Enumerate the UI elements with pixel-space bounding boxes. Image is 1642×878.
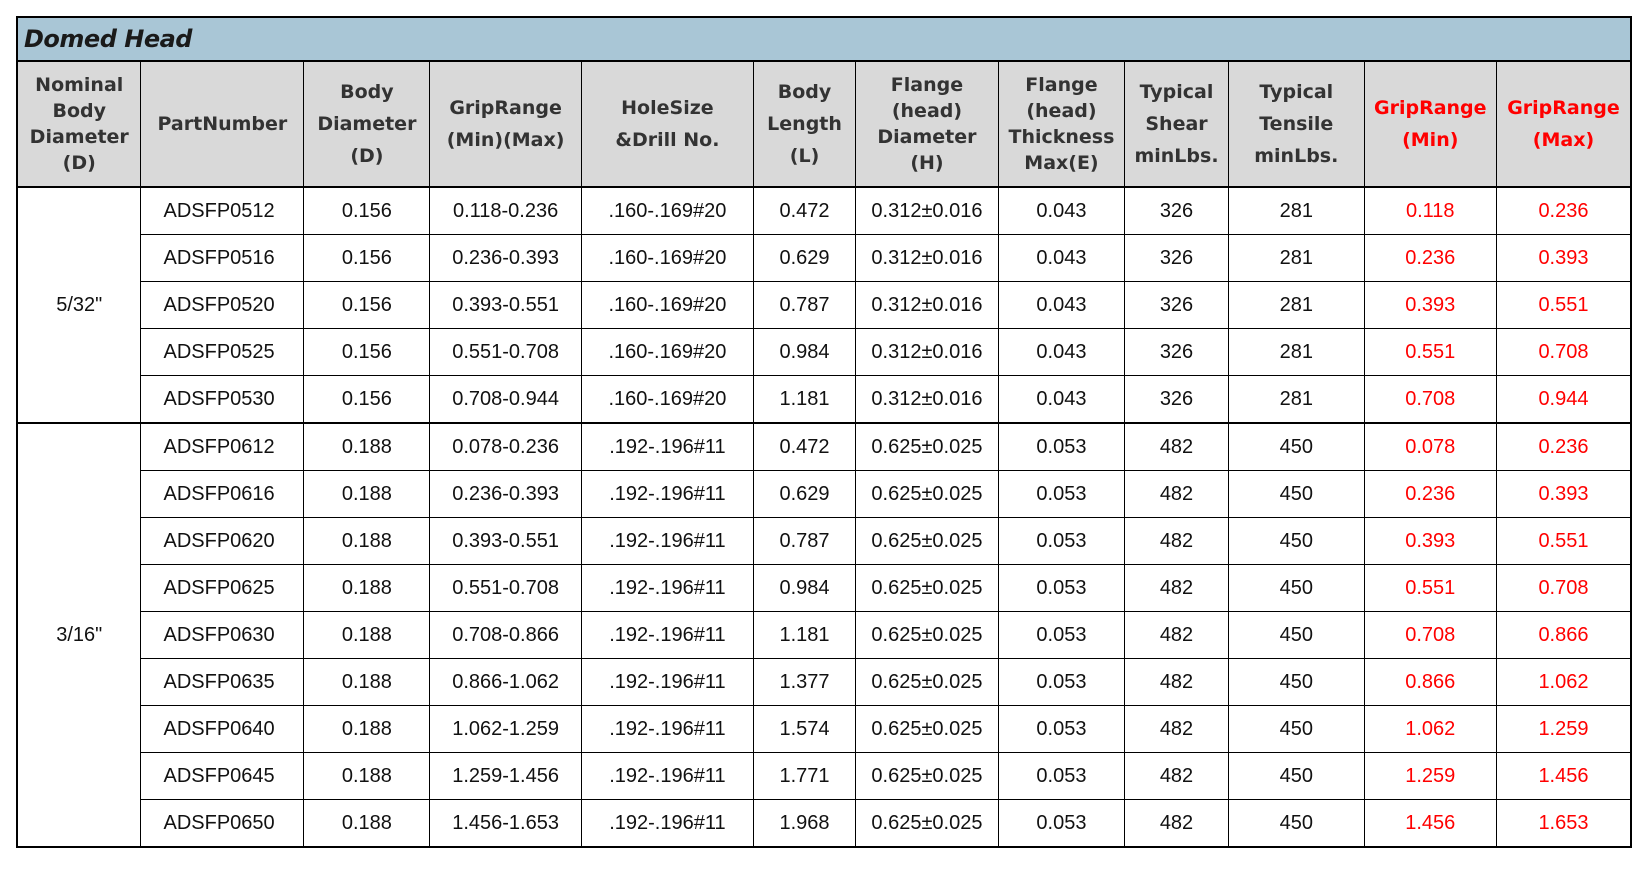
hole-size-cell: .160-.169#20 bbox=[581, 376, 753, 424]
grip-range-max-cell: 1.653 bbox=[1496, 800, 1631, 848]
table-row bbox=[17, 706, 1631, 753]
grip-range-min-cell: 1.456 bbox=[1364, 800, 1496, 848]
typical-tensile-cell: 450 bbox=[1229, 518, 1365, 565]
table-row bbox=[17, 423, 1631, 471]
grip-range-min-cell: 0.393 bbox=[1364, 282, 1496, 329]
part-number-cell: ADSFP0620 bbox=[141, 518, 304, 565]
grip-range-cell: 0.551-0.708 bbox=[430, 565, 581, 612]
flange-thickness-cell: 0.053 bbox=[998, 471, 1124, 518]
body-diameter-cell: 0.188 bbox=[304, 706, 430, 753]
grip-range-cell: 1.259-1.456 bbox=[430, 753, 581, 800]
header-grip-range: GripRange (Min)(Max) bbox=[430, 61, 581, 187]
grip-range-cell: 1.456-1.653 bbox=[430, 800, 581, 848]
flange-thickness-cell: 0.053 bbox=[998, 518, 1124, 565]
hole-size-cell: .192-.196#11 bbox=[581, 800, 753, 848]
part-number-cell: ADSFP0625 bbox=[141, 565, 304, 612]
typical-shear-cell: 482 bbox=[1125, 800, 1229, 848]
grip-range-max-cell: 0.866 bbox=[1496, 612, 1631, 659]
typical-tensile-cell: 281 bbox=[1229, 282, 1365, 329]
header-part-number: PartNumber bbox=[141, 61, 304, 187]
grip-range-max-cell: 0.944 bbox=[1496, 376, 1631, 424]
grip-range-max-cell: 1.259 bbox=[1496, 706, 1631, 753]
typical-tensile-cell: 281 bbox=[1229, 235, 1365, 282]
typical-shear-cell: 482 bbox=[1125, 612, 1229, 659]
header-grip-range-min: GripRange (Min) bbox=[1364, 61, 1496, 187]
typical-tensile-cell: 281 bbox=[1229, 329, 1365, 376]
typical-tensile-cell: 450 bbox=[1229, 471, 1365, 518]
grip-range-max-cell: 0.393 bbox=[1496, 235, 1631, 282]
typical-shear-cell: 326 bbox=[1125, 235, 1229, 282]
flange-thickness-cell: 0.043 bbox=[998, 187, 1124, 235]
body-length-cell: 0.787 bbox=[754, 518, 856, 565]
grip-range-min-cell: 0.866 bbox=[1364, 659, 1496, 706]
table-row bbox=[17, 376, 1631, 424]
part-number-cell: ADSFP0616 bbox=[141, 471, 304, 518]
grip-range-cell: 0.551-0.708 bbox=[430, 329, 581, 376]
part-number-cell: ADSFP0650 bbox=[141, 800, 304, 848]
body-diameter-cell: 0.156 bbox=[304, 282, 430, 329]
grip-range-min-cell: 0.236 bbox=[1364, 235, 1496, 282]
hole-size-cell: .192-.196#11 bbox=[581, 612, 753, 659]
nominal-diameter-cell: 5/32" bbox=[17, 187, 141, 423]
grip-range-max-cell: 0.393 bbox=[1496, 471, 1631, 518]
body-diameter-cell: 0.188 bbox=[304, 753, 430, 800]
table-row bbox=[17, 235, 1631, 282]
typical-shear-cell: 326 bbox=[1125, 329, 1229, 376]
grip-range-max-cell: 0.236 bbox=[1496, 423, 1631, 471]
body-diameter-cell: 0.188 bbox=[304, 423, 430, 471]
table-title: Domed Head bbox=[24, 25, 192, 53]
body-length-cell: 1.574 bbox=[754, 706, 856, 753]
typical-shear-cell: 326 bbox=[1125, 376, 1229, 424]
table-row bbox=[17, 282, 1631, 329]
table-row bbox=[17, 659, 1631, 706]
spec-table bbox=[16, 60, 1632, 848]
flange-diameter-cell: 0.625±0.025 bbox=[856, 706, 999, 753]
header-flange-thickness: Flange (head) Thickness Max(E) bbox=[998, 61, 1124, 187]
typical-tensile-cell: 450 bbox=[1229, 800, 1365, 848]
grip-range-cell: 1.062-1.259 bbox=[430, 706, 581, 753]
body-diameter-cell: 0.156 bbox=[304, 376, 430, 424]
flange-diameter-cell: 0.625±0.025 bbox=[856, 565, 999, 612]
flange-diameter-cell: 0.625±0.025 bbox=[856, 518, 999, 565]
header-typical-tensile: Typical Tensile minLbs. bbox=[1229, 61, 1365, 187]
body-length-cell: 1.181 bbox=[754, 612, 856, 659]
flange-thickness-cell: 0.053 bbox=[998, 565, 1124, 612]
body-diameter-cell: 0.156 bbox=[304, 329, 430, 376]
hole-size-cell: .192-.196#11 bbox=[581, 565, 753, 612]
typical-tensile-cell: 450 bbox=[1229, 612, 1365, 659]
flange-thickness-cell: 0.043 bbox=[998, 235, 1124, 282]
body-length-cell: 0.472 bbox=[754, 187, 856, 235]
hole-size-cell: .192-.196#11 bbox=[581, 659, 753, 706]
nominal-diameter-cell: 3/16" bbox=[17, 423, 141, 847]
part-number-cell: ADSFP0512 bbox=[141, 187, 304, 235]
grip-range-min-cell: 0.236 bbox=[1364, 471, 1496, 518]
flange-diameter-cell: 0.625±0.025 bbox=[856, 659, 999, 706]
body-diameter-cell: 0.188 bbox=[304, 471, 430, 518]
grip-range-cell: 0.708-0.944 bbox=[430, 376, 581, 424]
flange-diameter-cell: 0.625±0.025 bbox=[856, 612, 999, 659]
hole-size-cell: .192-.196#11 bbox=[581, 518, 753, 565]
body-diameter-cell: 0.188 bbox=[304, 565, 430, 612]
grip-range-max-cell: 1.456 bbox=[1496, 753, 1631, 800]
body-length-cell: 1.377 bbox=[754, 659, 856, 706]
grip-range-cell: 0.708-0.866 bbox=[430, 612, 581, 659]
table-row bbox=[17, 518, 1631, 565]
grip-range-cell: 0.393-0.551 bbox=[430, 282, 581, 329]
grip-range-cell: 0.118-0.236 bbox=[430, 187, 581, 235]
typical-shear-cell: 482 bbox=[1125, 423, 1229, 471]
part-number-cell: ADSFP0630 bbox=[141, 612, 304, 659]
header-row bbox=[17, 61, 1631, 187]
flange-thickness-cell: 0.053 bbox=[998, 659, 1124, 706]
body-length-cell: 0.629 bbox=[754, 471, 856, 518]
typical-shear-cell: 482 bbox=[1125, 518, 1229, 565]
typical-shear-cell: 482 bbox=[1125, 659, 1229, 706]
body-diameter-cell: 0.188 bbox=[304, 800, 430, 848]
flange-thickness-cell: 0.053 bbox=[998, 423, 1124, 471]
grip-range-cell: 0.078-0.236 bbox=[430, 423, 581, 471]
header-typical-shear: Typical Shear minLbs. bbox=[1125, 61, 1229, 187]
hole-size-cell: .192-.196#11 bbox=[581, 423, 753, 471]
grip-range-max-cell: 1.062 bbox=[1496, 659, 1631, 706]
part-number-cell: ADSFP0525 bbox=[141, 329, 304, 376]
grip-range-min-cell: 1.259 bbox=[1364, 753, 1496, 800]
flange-diameter-cell: 0.625±0.025 bbox=[856, 753, 999, 800]
table-row bbox=[17, 800, 1631, 848]
typical-shear-cell: 482 bbox=[1125, 706, 1229, 753]
flange-diameter-cell: 0.312±0.016 bbox=[856, 376, 999, 424]
header-hole-size: HoleSize &Drill No. bbox=[581, 61, 753, 187]
flange-thickness-cell: 0.043 bbox=[998, 376, 1124, 424]
body-length-cell: 0.984 bbox=[754, 329, 856, 376]
flange-diameter-cell: 0.312±0.016 bbox=[856, 329, 999, 376]
body-length-cell: 1.181 bbox=[754, 376, 856, 424]
typical-shear-cell: 482 bbox=[1125, 565, 1229, 612]
flange-diameter-cell: 0.625±0.025 bbox=[856, 800, 999, 848]
body-diameter-cell: 0.188 bbox=[304, 612, 430, 659]
grip-range-min-cell: 0.551 bbox=[1364, 329, 1496, 376]
flange-diameter-cell: 0.312±0.016 bbox=[856, 235, 999, 282]
grip-range-min-cell: 0.708 bbox=[1364, 376, 1496, 424]
grip-range-max-cell: 0.236 bbox=[1496, 187, 1631, 235]
body-diameter-cell: 0.156 bbox=[304, 187, 430, 235]
body-diameter-cell: 0.188 bbox=[304, 518, 430, 565]
typical-tensile-cell: 281 bbox=[1229, 376, 1365, 424]
hole-size-cell: .192-.196#11 bbox=[581, 753, 753, 800]
table-row bbox=[17, 612, 1631, 659]
hole-size-cell: .192-.196#11 bbox=[581, 706, 753, 753]
body-length-cell: 1.771 bbox=[754, 753, 856, 800]
hole-size-cell: .160-.169#20 bbox=[581, 187, 753, 235]
title-bar bbox=[16, 16, 1632, 60]
grip-range-cell: 0.393-0.551 bbox=[430, 518, 581, 565]
part-number-cell: ADSFP0640 bbox=[141, 706, 304, 753]
typical-shear-cell: 326 bbox=[1125, 282, 1229, 329]
flange-thickness-cell: 0.053 bbox=[998, 706, 1124, 753]
spec-sheet bbox=[16, 16, 1632, 848]
grip-range-max-cell: 0.708 bbox=[1496, 565, 1631, 612]
flange-thickness-cell: 0.053 bbox=[998, 612, 1124, 659]
table-row bbox=[17, 471, 1631, 518]
header-flange-diameter: Flange (head) Diameter (H) bbox=[856, 61, 999, 187]
grip-range-max-cell: 0.551 bbox=[1496, 518, 1631, 565]
typical-tensile-cell: 450 bbox=[1229, 423, 1365, 471]
flange-thickness-cell: 0.053 bbox=[998, 753, 1124, 800]
typical-shear-cell: 482 bbox=[1125, 471, 1229, 518]
flange-thickness-cell: 0.043 bbox=[998, 329, 1124, 376]
typical-tensile-cell: 450 bbox=[1229, 753, 1365, 800]
body-diameter-cell: 0.188 bbox=[304, 659, 430, 706]
typical-tensile-cell: 281 bbox=[1229, 187, 1365, 235]
header-grip-range-max: GripRange (Max) bbox=[1496, 61, 1631, 187]
grip-range-min-cell: 0.393 bbox=[1364, 518, 1496, 565]
table-row bbox=[17, 753, 1631, 800]
flange-diameter-cell: 0.625±0.025 bbox=[856, 471, 999, 518]
part-number-cell: ADSFP0530 bbox=[141, 376, 304, 424]
body-diameter-cell: 0.156 bbox=[304, 235, 430, 282]
header-body-diameter: Body Diameter (D) bbox=[304, 61, 430, 187]
part-number-cell: ADSFP0520 bbox=[141, 282, 304, 329]
body-length-cell: 1.968 bbox=[754, 800, 856, 848]
part-number-cell: ADSFP0645 bbox=[141, 753, 304, 800]
grip-range-min-cell: 1.062 bbox=[1364, 706, 1496, 753]
grip-range-min-cell: 0.118 bbox=[1364, 187, 1496, 235]
table-row bbox=[17, 187, 1631, 235]
typical-tensile-cell: 450 bbox=[1229, 706, 1365, 753]
body-length-cell: 0.472 bbox=[754, 423, 856, 471]
typical-shear-cell: 482 bbox=[1125, 753, 1229, 800]
typical-tensile-cell: 450 bbox=[1229, 565, 1365, 612]
header-body-length: Body Length (L) bbox=[754, 61, 856, 187]
header-nominal-body-diameter: Nominal Body Diameter (D) bbox=[17, 61, 141, 187]
part-number-cell: ADSFP0612 bbox=[141, 423, 304, 471]
table-row bbox=[17, 565, 1631, 612]
grip-range-cell: 0.866-1.062 bbox=[430, 659, 581, 706]
grip-range-min-cell: 0.078 bbox=[1364, 423, 1496, 471]
body-length-cell: 0.787 bbox=[754, 282, 856, 329]
grip-range-cell: 0.236-0.393 bbox=[430, 471, 581, 518]
flange-diameter-cell: 0.312±0.016 bbox=[856, 187, 999, 235]
table-row bbox=[17, 329, 1631, 376]
table-body bbox=[17, 187, 1631, 847]
hole-size-cell: .160-.169#20 bbox=[581, 282, 753, 329]
part-number-cell: ADSFP0635 bbox=[141, 659, 304, 706]
hole-size-cell: .160-.169#20 bbox=[581, 329, 753, 376]
flange-thickness-cell: 0.043 bbox=[998, 282, 1124, 329]
grip-range-max-cell: 0.708 bbox=[1496, 329, 1631, 376]
grip-range-min-cell: 0.708 bbox=[1364, 612, 1496, 659]
grip-range-cell: 0.236-0.393 bbox=[430, 235, 581, 282]
typical-shear-cell: 326 bbox=[1125, 187, 1229, 235]
part-number-cell: ADSFP0516 bbox=[141, 235, 304, 282]
body-length-cell: 0.984 bbox=[754, 565, 856, 612]
typical-tensile-cell: 450 bbox=[1229, 659, 1365, 706]
hole-size-cell: .192-.196#11 bbox=[581, 471, 753, 518]
flange-diameter-cell: 0.625±0.025 bbox=[856, 423, 999, 471]
hole-size-cell: .160-.169#20 bbox=[581, 235, 753, 282]
flange-diameter-cell: 0.312±0.016 bbox=[856, 282, 999, 329]
flange-thickness-cell: 0.053 bbox=[998, 800, 1124, 848]
grip-range-min-cell: 0.551 bbox=[1364, 565, 1496, 612]
body-length-cell: 0.629 bbox=[754, 235, 856, 282]
grip-range-max-cell: 0.551 bbox=[1496, 282, 1631, 329]
